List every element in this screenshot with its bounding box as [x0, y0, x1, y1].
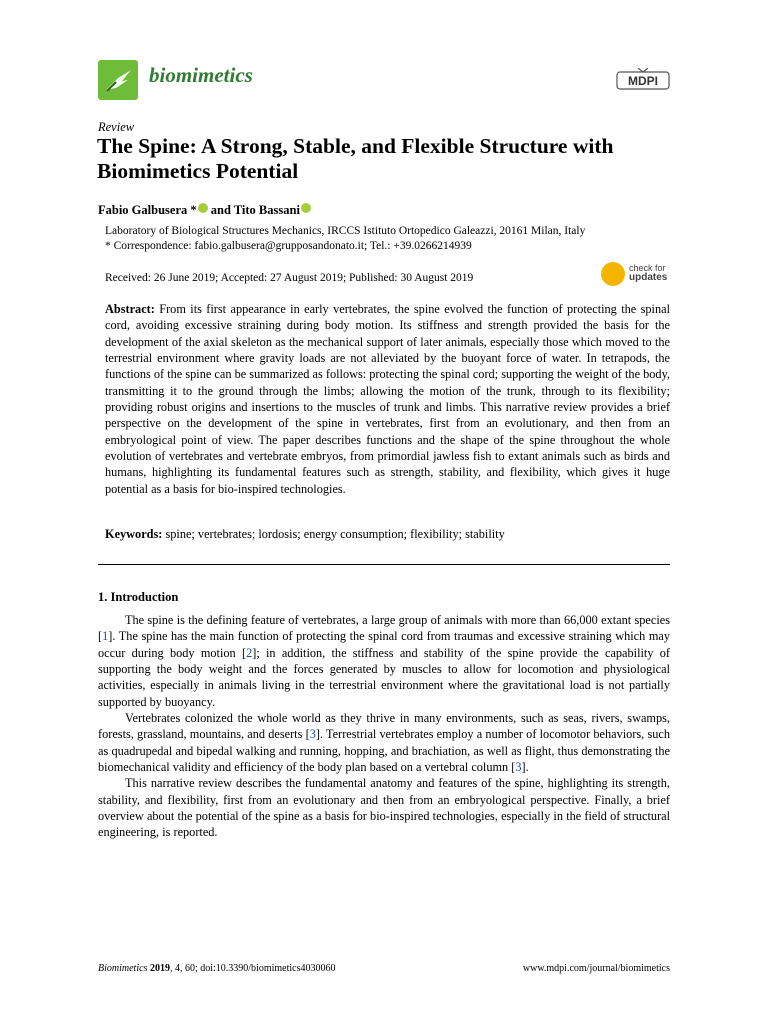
correspondence: * Correspondence: fabio.galbusera@grupposandonato.it; Tel.: +39.0266214939 [105, 240, 472, 252]
citation-link[interactable]: 1 [102, 629, 109, 644]
publication-dates: Received: 26 June 2019; Accepted: 27 August 2019; Published: 30 August 2019 [105, 272, 474, 284]
abstract-text: From its first appearance in early vertebrates, the spine evolved the function of protecting the spinal cord, avoiding excessive straining during body motion. Its stiffness and strength provided the basis for the development of the axial skeleton as the mechanical support of later animals, especially those which moved to the terrestrial environment where gravity loads are not alleviated by the buoyant force of water. In tetrapods, the functions of the spine can be summarized as follows: protecting the spinal cord; supporting the weight of the body, transmitting it to the ground through the limbs; allowing the motion of the trunk, through to its flexibility; providing robust origins and insertions to the muscles of trunk and limbs. This narrative review provides a brief perspective on the development of the spine in vertebrates, first from an evolutionary, and then from an embryological point of view. The paper describes functions and the shape of the spine throughout the whole evolution of vertebrates and vertebrate embryos, from primordial jawless fish to extant animals such as birds and humans, highlighting its fundamental features such as strength, stability, and flexibility, which gives it huge potential as a basis for bio-inspired technologies. [105, 302, 670, 496]
paragraph: This narrative review describes the fundamental anatomy and features of the spine, highlighting its strength, stability, and flexibility, first from an evolutionary and then from an embryological perspective. Finally, a brief overview about the potential of the spine as a basis for bio-inspired technologies, especially in the field of structural engineering, is reported. [98, 776, 670, 840]
check-updates-line1: check for [629, 263, 666, 273]
affiliation-block [105, 224, 665, 254]
orcid-icon[interactable] [301, 203, 311, 213]
footer-year: 2019 [149, 963, 170, 974]
footer-journal: Biomimetics [98, 963, 148, 974]
footer-volume-doi: , 4, 60; doi:10.3390/biomimetics4030060 [169, 963, 336, 974]
affiliation: Laboratory of Biological Structures Mechanics, IRCCS Istituto Ortopedico Galeazzi, 20161 Milan, Italy [105, 225, 586, 237]
citation-link[interactable]: 3 [309, 727, 316, 742]
section-heading: 1. Introduction [98, 590, 179, 604]
keywords [105, 527, 670, 542]
keywords-text: spine; vertebrates; lordosis; energy consumption; flexibility; stability [165, 527, 505, 541]
author-line [98, 203, 311, 218]
citation-link[interactable]: 3 [515, 760, 522, 775]
publisher-logo [616, 68, 670, 92]
journal-logo-icon [98, 60, 138, 100]
introduction-body [98, 612, 670, 841]
check-for-updates-badge[interactable] [601, 262, 671, 288]
journal-name: biomimetics [149, 63, 253, 87]
article-title: The Spine: A Strong, Stable, and Flexible Structure with Biomimetics Potential [97, 134, 614, 183]
abstract [105, 301, 670, 497]
section-divider [98, 564, 670, 565]
author-separator: and [207, 203, 234, 217]
check-updates-icon [601, 262, 625, 286]
check-updates-line2: updates [629, 272, 668, 283]
paragraph: Vertebrates colonized the whole world as they thrive in many environments, such as seas, rivers, swamps, forests, grassland, mountains, and deserts [3]. Terrestrial vertebrates employ a number of locomotor behaviors, such as quadrupedal and bipedal walking and running, hopping, and brachiation, as well as flight, thus demonstrating the biomechanical validity and efficiency of the body plan based on a vertebral column [3]. [98, 711, 670, 775]
footer-citation [98, 963, 336, 974]
orcid-icon[interactable] [198, 203, 208, 213]
footer-url[interactable]: www.mdpi.com/journal/biomimetics [522, 963, 670, 974]
paragraph: The spine is the defining feature of vertebrates, a large group of animals with more than 66,000 extant species [1]. The spine has the main function of protecting the spinal cord from traumas and excessive straining which may occur during body motion [2]; in addition, the stiffness and stability of the spine provide the capability of supporting the body weight and the forces generated by muscles to allow for locomotion and physiological activities, especially in animals living in the terrestrial environment where the gravitational load is not partially supported by buoyancy. [98, 613, 670, 709]
article-type: Review [98, 120, 135, 134]
author-name[interactable]: Fabio Galbusera * [98, 203, 197, 217]
citation-link[interactable]: 2 [246, 645, 253, 660]
publisher-logo-text: MDPI [628, 74, 658, 88]
abstract-label: Abstract: [105, 302, 155, 316]
author-name[interactable]: Tito Bassani [233, 203, 300, 217]
keywords-label: Keywords: [105, 527, 163, 541]
